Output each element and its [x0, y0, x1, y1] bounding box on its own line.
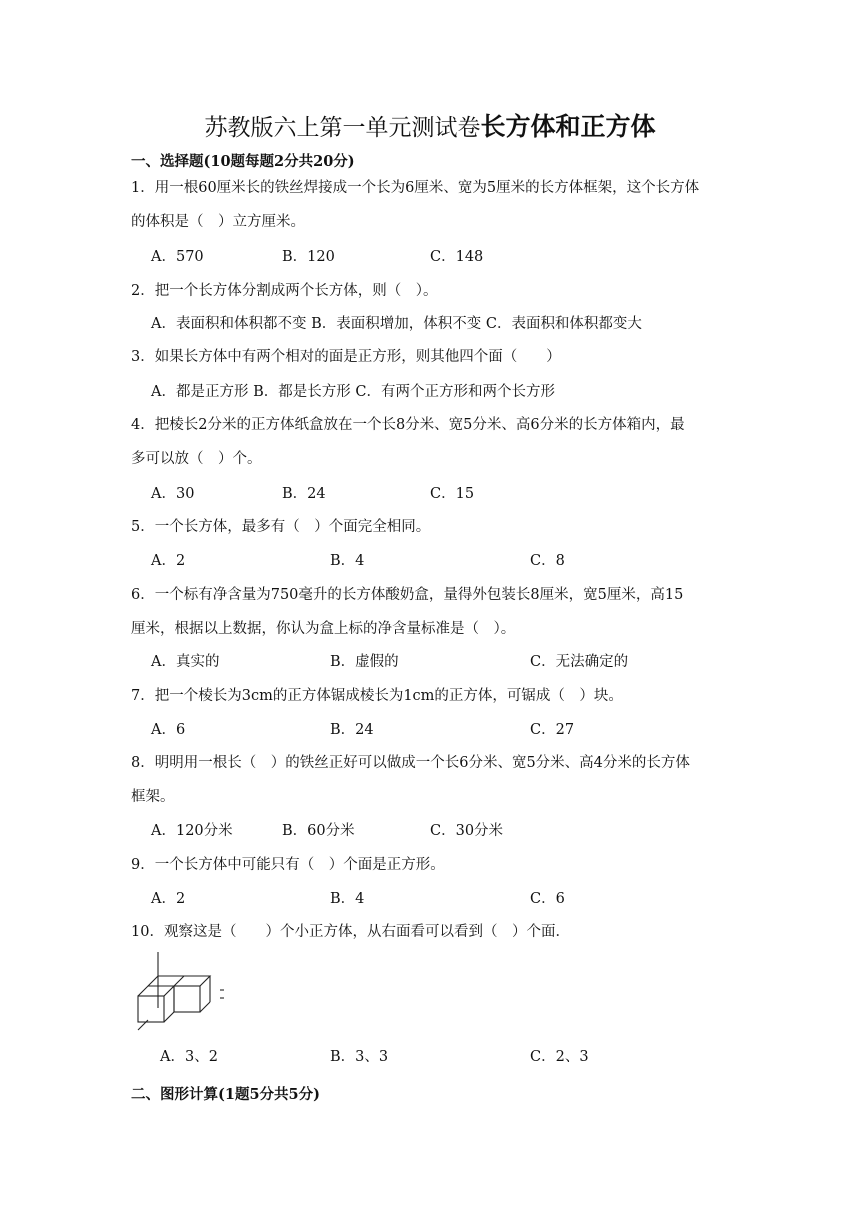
question-9-option-a: A．2 — [151, 891, 186, 907]
section-heading-choice: 一、选择题(10题每题2分共20分) — [131, 153, 355, 170]
question-10-option-c: C．2、3 — [530, 1049, 589, 1065]
question-10-option-a: A．3、2 — [160, 1049, 218, 1065]
question-8-option-a: A．120分米 — [151, 823, 233, 839]
question-7-option-a: A．6 — [151, 722, 186, 738]
question-10-option-b: B．3、3 — [330, 1049, 389, 1065]
question-8-option-c: C．30分米 — [430, 823, 504, 839]
question-7-option-c: C．27 — [530, 722, 575, 738]
question-1-option-c: C．148 — [430, 249, 484, 265]
question-3-options: A．都是正方形 B．都是长方形 C．有两个正方形和两个长方形 — [151, 384, 555, 400]
question-8-line-1: 8．明明用一根长（ ）的铁丝正好可以做成一个长6分米、宽5分米、高4分米的长方体 — [131, 755, 690, 771]
question-1-line-2: 的体积是（ ）立方厘米。 — [131, 214, 305, 230]
cubes-figure — [130, 950, 230, 1038]
page-title — [0, 110, 860, 145]
question-5-option-a: A．2 — [151, 553, 186, 569]
question-1-option-b: B．120 — [282, 249, 335, 265]
title-part-2: 长方体和正方体 — [480, 112, 656, 141]
question-4-option-a: A．30 — [151, 486, 195, 502]
question-3-line-1: 3．如果长方体中有两个相对的面是正方形，则其他四个面（ ） — [131, 349, 561, 365]
question-4-line-1: 4．把棱长2分米的正方体纸盒放在一个长8分米、宽5分米、高6分米的长方体箱内，最 — [131, 417, 685, 433]
question-4-line-2: 多可以放（ ）个。 — [131, 451, 262, 467]
question-2-options: A．表面积和体积都不变 B．表面积增加，体积不变 C．表面积和体积都变大 — [151, 316, 642, 332]
question-7-option-b: B．24 — [330, 722, 374, 738]
question-4-option-c: C．15 — [430, 486, 475, 502]
question-1-line-1: 1．用一根60厘米长的铁丝焊接成一个长为6厘米、宽为5厘米的长方体框架，这个长方体 — [131, 180, 700, 196]
question-9-line-1: 9．一个长方体中可能只有（ ）个面是正方形。 — [131, 857, 445, 873]
question-8-line-2: 框架。 — [131, 789, 175, 805]
title-part-1: 苏教版六上第一单元测试卷 — [204, 115, 481, 141]
question-10-line-1: 10．观察这是（ ）个小正方体，从右面看可以看到（ ）个面． — [131, 924, 570, 940]
question-8-option-b: B．60分米 — [282, 823, 355, 839]
question-4-option-b: B．24 — [282, 486, 326, 502]
question-5-line-1: 5．一个长方体，最多有（ ）个面完全相同。 — [131, 519, 431, 535]
section-heading-calculation: 二、图形计算(1题5分共5分) — [131, 1086, 320, 1103]
question-7-line-1: 7．把一个棱长为3cm的正方体锯成棱长为1cm的正方体，可锯成（ ）块。 — [131, 688, 623, 704]
question-6-option-c: C．无法确定的 — [530, 654, 629, 670]
question-5-option-b: B．4 — [330, 553, 365, 569]
question-2-line-1: 2．把一个长方体分割成两个长方体，则（ ）。 — [131, 283, 438, 299]
question-6-line-2: 厘米，根据以上数据，你认为盒上标的净含量标准是（ ）。 — [131, 621, 516, 637]
question-9-option-c: C．6 — [530, 891, 565, 907]
question-6-option-b: B．虚假的 — [330, 654, 399, 670]
question-6-option-a: A．真实的 — [151, 654, 220, 670]
question-1-option-a: A．570 — [151, 249, 204, 265]
question-6-line-1: 6．一个标有净含量为750毫升的长方体酸奶盒，量得外包装长8厘米，宽5厘米，高15 — [131, 587, 684, 603]
question-5-option-c: C．8 — [530, 553, 565, 569]
question-9-option-b: B．4 — [330, 891, 365, 907]
